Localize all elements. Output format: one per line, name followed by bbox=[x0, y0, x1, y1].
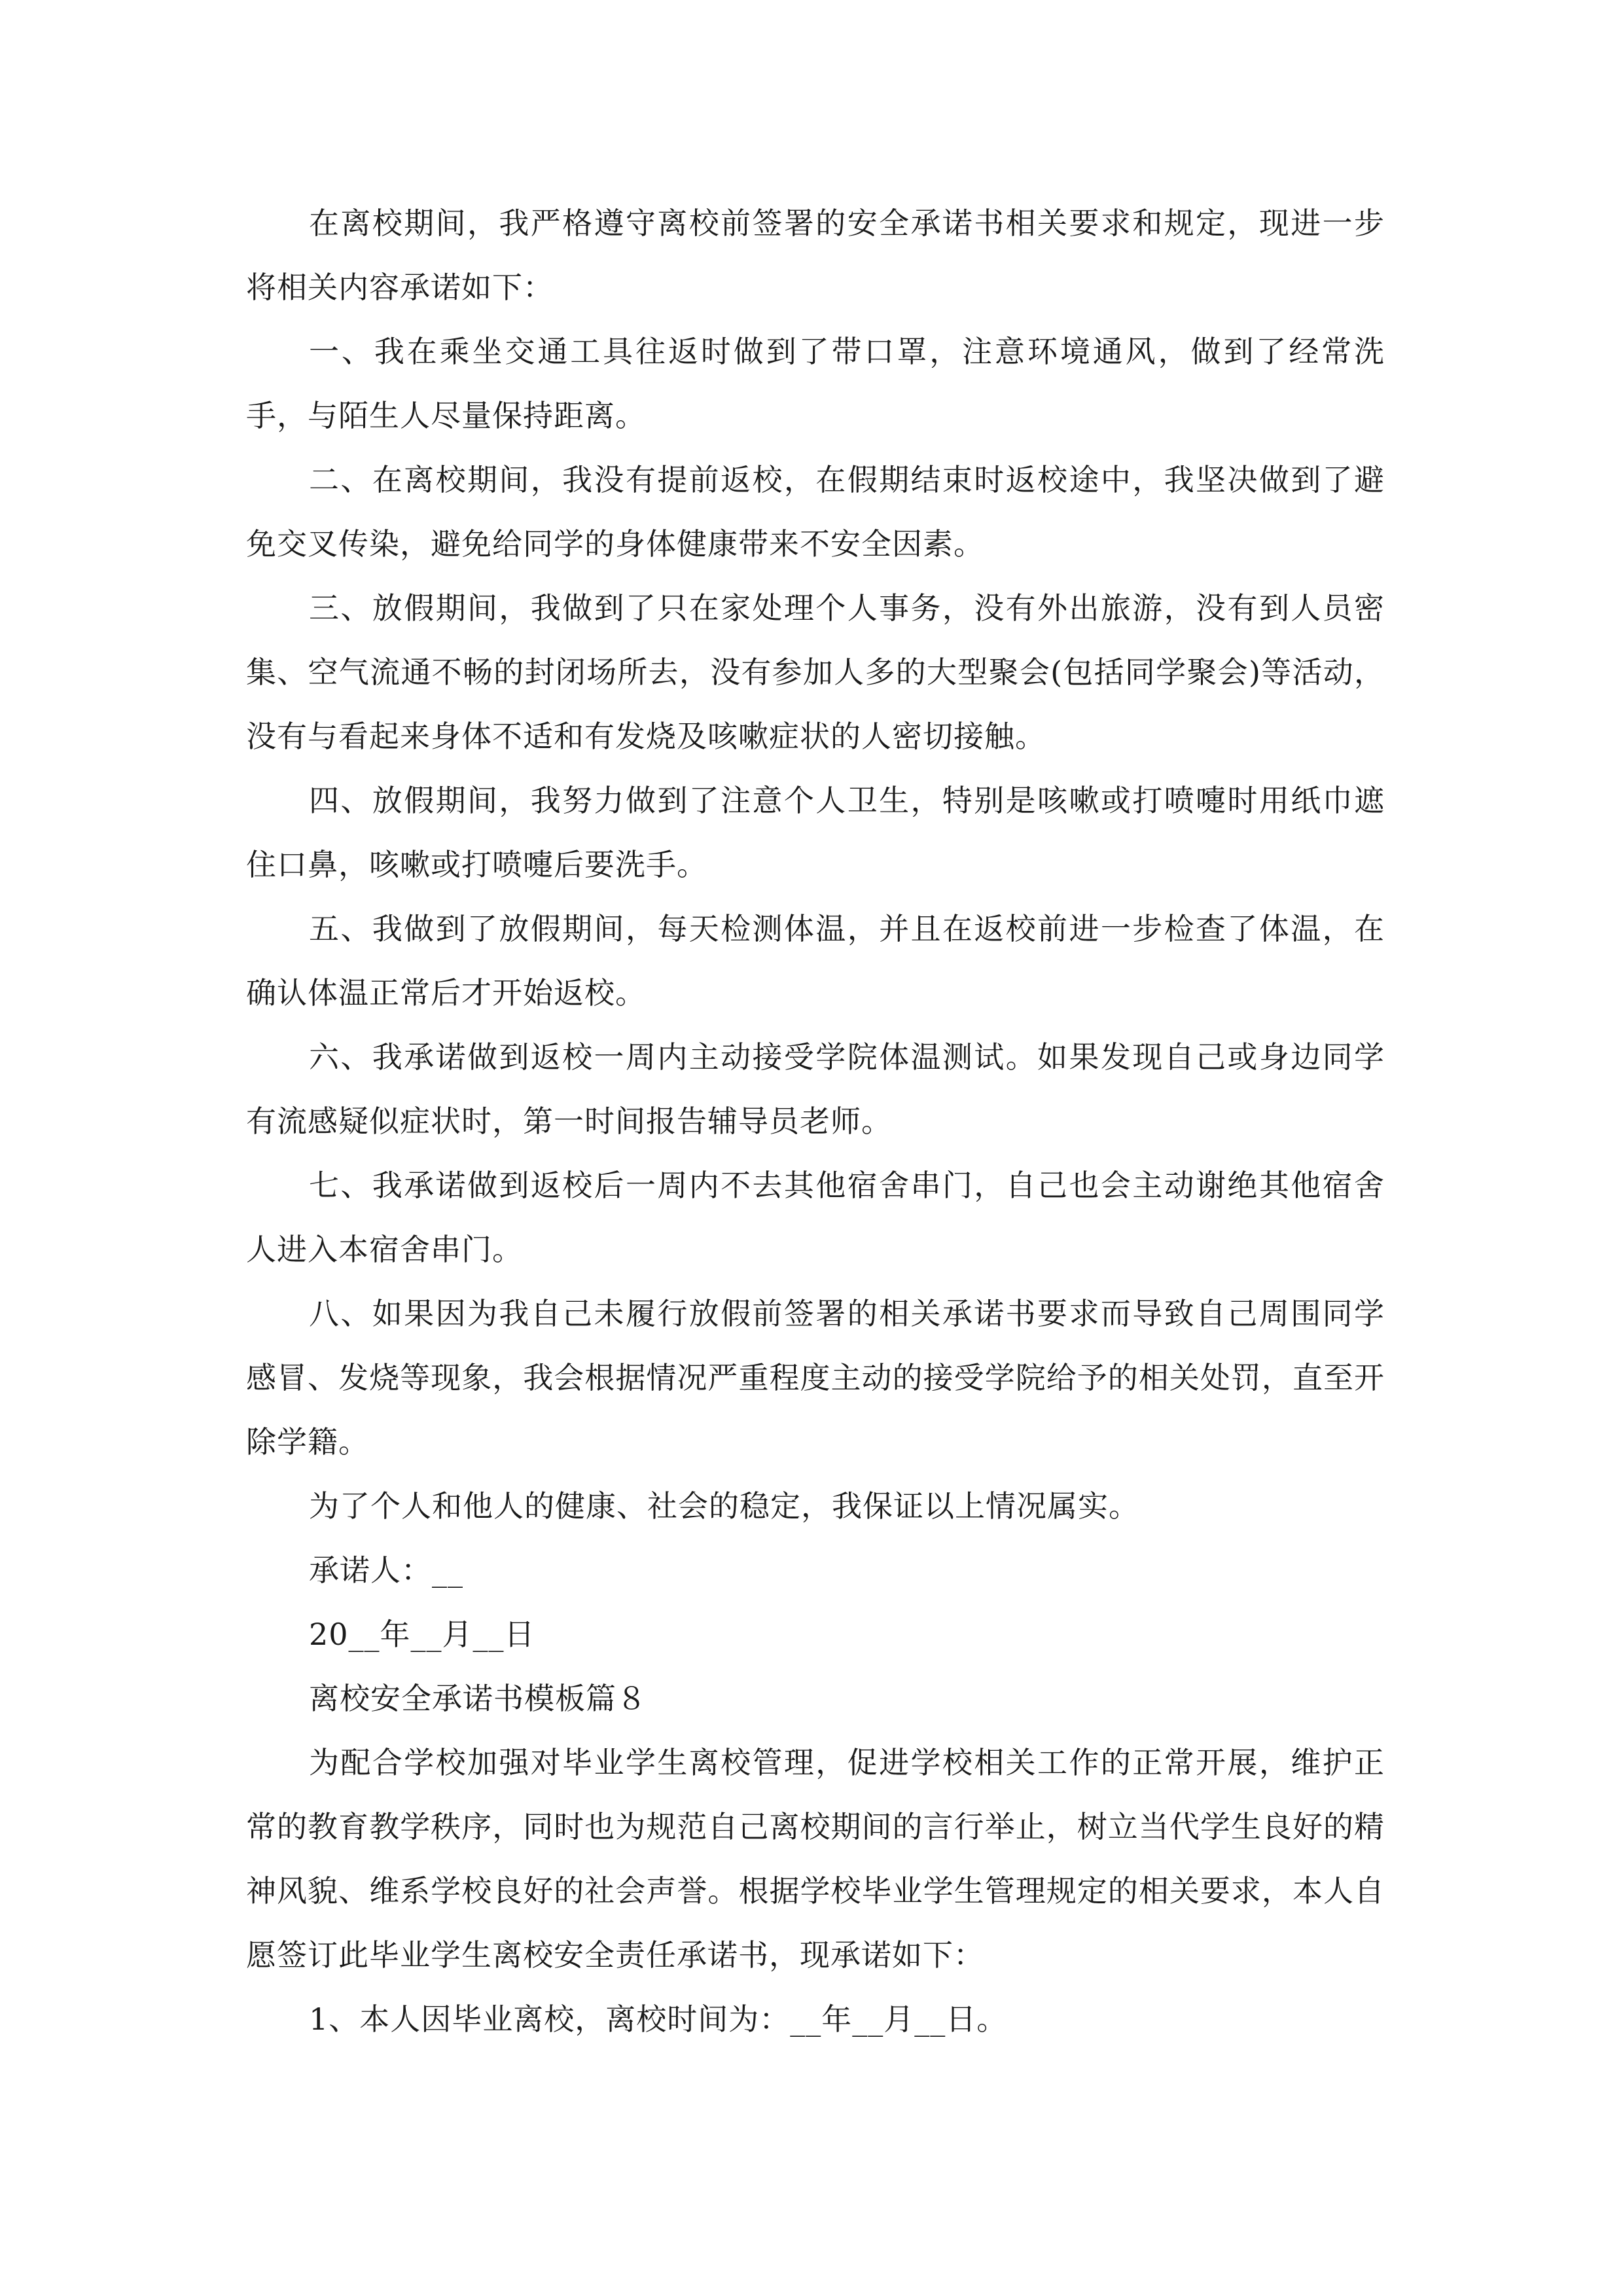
paragraph-item-7: 七、我承诺做到返校后一周内不去其他宿舍串门，自己也会主动谢绝其他宿舍人进入本宿舍串门。 bbox=[246, 1168, 1385, 1267]
paragraph-item-2: 二、在离校期间，我没有提前返校，在假期结束时返校途中，我坚决做到了避免交叉传染，避免给同学的身体健康带来不安全因素。 bbox=[246, 462, 1385, 562]
paragraph-item-5: 五、我做到了放假期间，每天检测体温，并且在返校前进一步检查了体温，在确认体温正常后才开始返校。 bbox=[246, 911, 1385, 1011]
paragraph-intro: 在离校期间，我严格遵守离校前签署的安全承诺书相关要求和规定，现进一步将相关内容承诺如下： bbox=[246, 206, 1385, 305]
paragraph-item-4: 四、放假期间，我努力做到了注意个人卫生，特别是咳嗽或打喷嚏时用纸巾遮住口鼻，咳嗽或打喷嚏后要洗手。 bbox=[246, 783, 1385, 882]
signature-line: 承诺人：__ bbox=[309, 1552, 463, 1588]
paragraph-item-6: 六、我承诺做到返校一周内主动接受学院体温测试。如果发现自己或身边同学有流感疑似症状时，第一时间报告辅导员老师。 bbox=[246, 1039, 1385, 1139]
section-paragraph-intro: 为配合学校加强对毕业学生离校管理，促进学校相关工作的正常开展，维护正常的教育教学秩序，同时也为规范自己离校期间的言行举止，树立当代学生良好的精神风貌、维系学校良好的社会声誉。根据学校毕业学生管理规定的相关要求，本人自愿签订此毕业学生离校安全责任承诺书，现承诺如下： bbox=[246, 1745, 1385, 1973]
section-paragraph-item-1: 1、本人因毕业离校，离校时间为：__年__月__日。 bbox=[309, 2001, 1008, 2037]
date-line: 20__年__月__日 bbox=[309, 1617, 535, 1652]
paragraph-guarantee: 为了个人和他人的健康、社会的稳定，我保证以上情况属实。 bbox=[309, 1488, 1139, 1524]
document-body bbox=[246, 191, 1385, 2051]
paragraph-item-8: 八、如果因为我自己未履行放假前签署的相关承诺书要求而导致自己周围同学感冒、发烧等现象，我会根据情况严重程度主动的接受学院给予的相关处罚，直至开除学籍。 bbox=[246, 1296, 1385, 1460]
paragraph-item-3: 三、放假期间，我做到了只在家处理个人事务，没有外出旅游，没有到人员密集、空气流通不畅的封闭场所去，没有参加人多的大型聚会(包括同学聚会)等活动，没有与看起来身体不适和有发烧及咳嗽症状的人密切接触。 bbox=[246, 590, 1385, 754]
paragraph-item-1: 一、我在乘坐交通工具往返时做到了带口罩，注意环境通风，做到了经常洗手，与陌生人尽量保持距离。 bbox=[246, 334, 1385, 433]
section-title: 离校安全承诺书模板篇８ bbox=[309, 1681, 647, 1716]
